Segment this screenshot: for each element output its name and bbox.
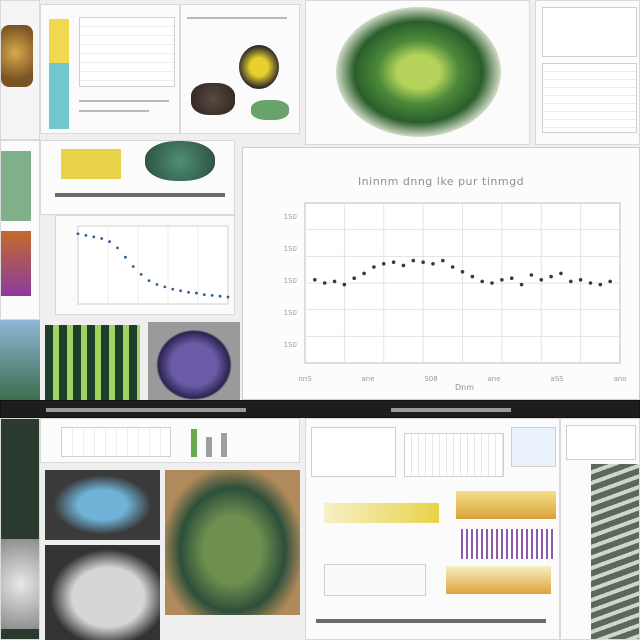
spec-line-2 [79,110,149,112]
data-point [441,259,445,263]
spec-grid [79,17,175,87]
data-point [411,259,415,263]
small-data-point [219,295,222,298]
chart-title: Ininnm dnng lke pur tinmgd [357,175,525,188]
main-plot-area [243,148,640,401]
amber-progress [456,491,556,519]
x-tick-label: nnS [298,375,312,383]
dark-stone-image [191,83,235,115]
data-point [608,280,612,284]
small-green-image [251,100,289,120]
small-data-point [171,288,174,291]
data-point [599,283,603,287]
right-widget [566,425,636,460]
teal-stone-image [145,141,215,181]
data-point [500,278,504,282]
green-creature-image [165,470,300,615]
data-point [451,265,455,269]
data-point [431,262,435,266]
purple-shell-image [148,322,240,400]
data-point [323,281,327,285]
data-point [362,272,366,276]
green-leaves-image [45,325,140,400]
dark-band-text [46,408,246,412]
small-data-point [148,279,151,282]
green-swatch [1,151,31,221]
y-tick-label: 1S0 [283,309,297,317]
small-data-point [140,273,143,276]
yellow-flower-image [239,45,279,89]
small-data-point [108,240,111,243]
top-left-panel [0,0,40,140]
data-point [421,260,425,264]
top-right-table [542,63,637,133]
table-bar-3 [221,433,227,457]
orange-swatch [1,231,31,296]
data-point [579,278,583,282]
yellow-rock-image [1,25,33,87]
dashboard-widget-3 [511,427,556,467]
top-right-line-chart [542,7,637,57]
small-data-point [163,285,166,288]
table-bar-2 [206,437,212,457]
x-axis-label: Dnm [455,383,475,392]
small-plot-frame [78,226,228,304]
data-point [382,262,386,266]
bottom-left-strip [0,418,40,640]
x-tick-label: ano [613,375,627,383]
yellow-block [61,149,121,179]
data-point [402,264,406,268]
dashboard-widget-2 [404,433,504,477]
decay-chart [56,216,235,315]
small-data-point [211,294,214,297]
small-data-point [203,293,206,296]
small-data-point [132,265,135,268]
x-tick-label: aSS [550,375,564,383]
blue-fish-image [45,470,160,540]
y-tick-label: 1S0 [283,213,297,221]
data-point [471,275,475,279]
small-data-point [156,283,159,286]
data-point [352,276,356,280]
green-organism-image [336,7,501,137]
left-swatches-panel [0,140,40,320]
yellow-timeline [324,503,439,523]
objects-panel [180,4,300,134]
small-data-point [124,256,127,259]
x-tick-label: ane [487,375,501,383]
x-tick-label: S08 [424,375,438,383]
grey-plant-image [591,464,640,639]
objects-caption [187,17,287,19]
dark-caption-band [0,400,640,418]
small-data-point [227,296,230,299]
swatch-caption [55,193,225,197]
dashboard-widget-1 [311,427,396,477]
data-point [589,281,593,285]
x-tick-label: ane [361,375,375,383]
white-fossil-image [1,539,40,629]
spec-sheet-panel [40,4,180,134]
data-point [569,280,573,284]
data-point [313,278,317,282]
small-data-point [187,291,190,294]
bottom-table-panel [40,418,300,463]
main-scatter-chart [242,147,640,400]
top-right-charts-panel [535,0,640,145]
silver-fish-image [45,545,160,640]
data-point [480,280,484,284]
table-bar-1 [191,429,197,457]
data-point [392,260,396,264]
dashboard-caption [316,619,546,623]
data-point [510,276,514,280]
lower-dashboard-panel [305,418,560,640]
data-point [549,275,553,279]
bottom-mini-table [61,427,171,457]
data-point [520,283,524,287]
blue-feather-image [0,320,40,400]
cyan-swatch [49,19,69,129]
right-sidebar-panel [560,418,640,640]
data-point [530,273,534,277]
featured-illustration-panel [305,0,530,145]
y-tick-label: 1S0 [283,277,297,285]
data-point [559,272,563,276]
amber-bar-bottom [446,566,551,594]
small-data-point [84,234,87,237]
y-tick-label: 1S0 [283,245,297,253]
small-data-point [92,236,95,239]
spec-line-1 [79,100,169,102]
data-point [372,265,376,269]
small-data-point [195,292,198,295]
data-point [461,270,465,274]
small-data-point [179,289,182,292]
data-point [343,283,347,287]
data-point [539,278,543,282]
decay-chart-panel [55,215,235,315]
data-point [333,280,337,284]
data-point [490,281,494,285]
dark-band-text-right [391,408,511,412]
small-data-point [116,246,119,249]
purple-histogram [461,529,556,559]
small-data-point [100,237,103,240]
y-tick-label: 1S0 [283,341,297,349]
swatch-row-panel [40,140,235,215]
timeline-box [324,564,426,596]
small-data-point [77,232,80,235]
